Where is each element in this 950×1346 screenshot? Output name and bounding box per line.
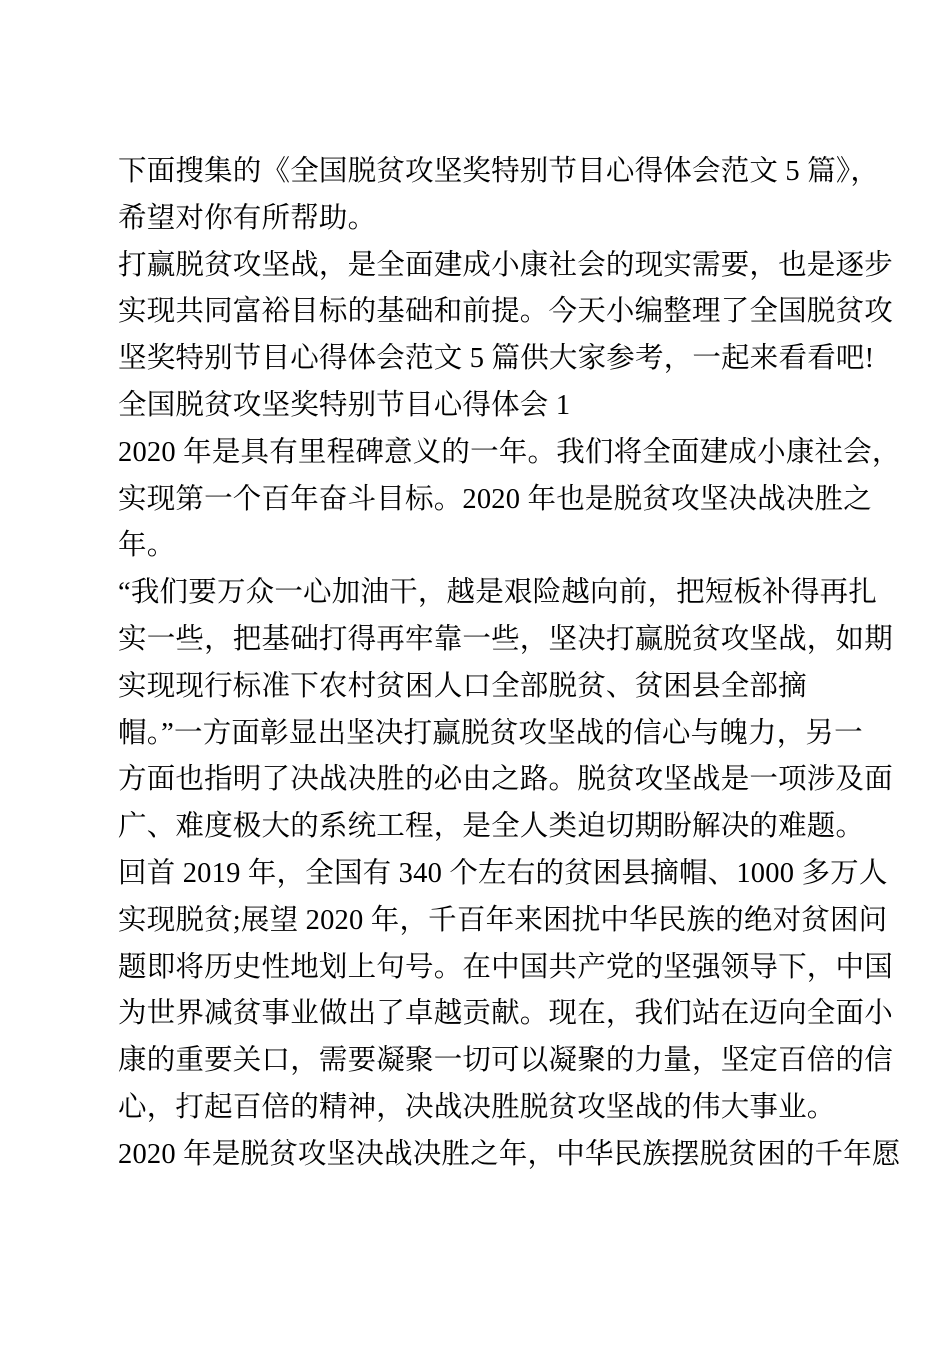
text-line: 心，打起百倍的精神，决战决胜脱贫攻坚战的伟大事业。 [118, 1091, 836, 1123]
paragraph-body-3 [118, 851, 908, 1132]
text-line: 题即将历史性地划上句号。在中国共产党的坚强领导下，中国 [118, 951, 893, 983]
text-line: 帽。”一方面彰显出坚决打赢脱贫攻坚战的信心与魄力，另一 [118, 717, 863, 749]
text-line: 实现共同富裕目标的基础和前提。今天小编整理了全国脱贫攻 [118, 296, 893, 328]
text-line: 年。 [118, 530, 176, 562]
text-line: 希望对你有所帮助。 [118, 202, 377, 234]
paragraph-body-4 [118, 1132, 908, 1179]
paragraph-intro-2 [118, 243, 908, 383]
text-line: 方面也指明了决战决胜的必由之路。脱贫攻坚战是一项涉及面 [118, 764, 893, 796]
paragraph-intro-1 [118, 149, 908, 243]
text-line: 实现第一个百年奋斗目标。2020 年也是脱贫攻坚决战决胜之 [118, 483, 872, 515]
text-line: 回首 2019 年，全国有 340 个左右的贫困县摘帽、1000 多万人 [118, 857, 888, 889]
text-line: 下面搜集的《全国脱贫攻坚奖特别节目心得体会范文 5 篇》， [118, 156, 880, 187]
text-line: 实现脱贫;展望 2020 年，千百年来困扰中华民族的绝对贫困问 [118, 904, 888, 936]
document-text-block [118, 149, 908, 1179]
text-line: 实一些，把基础打得再牢靠一些，坚决打赢脱贫攻坚战，如期 [118, 623, 893, 655]
text-line: 为世界减贫事业做出了卓越贡献。现在，我们站在迈向全面小 [118, 998, 893, 1030]
text-line: 康的重要关口，需要凝聚一切可以凝聚的力量，坚定百倍的信 [118, 1045, 893, 1077]
section-heading [118, 383, 908, 430]
text-line: 实现现行标准下农村贫困人口全部脱贫、贫困县全部摘 [118, 670, 807, 702]
text-line: 2020 年是脱贫攻坚决战决胜之年，中华民族摆脱贫困的千年愿 [118, 1138, 901, 1170]
paragraph-body-1 [118, 430, 908, 570]
paragraph-body-2 [118, 570, 908, 851]
text-line: 2020 年是具有里程碑意义的一年。我们将全面建成小康社会， [118, 436, 901, 468]
heading-line: 全国脱贫攻坚奖特别节目心得体会 1 [118, 389, 571, 421]
text-line: 坚奖特别节目心得体会范文 5 篇供大家参考，一起来看看吧! [118, 343, 875, 375]
text-line: 打赢脱贫攻坚战，是全面建成小康社会的现实需要，也是逐步 [118, 249, 893, 281]
text-line: “我们要万众一心加油干，越是艰险越向前，把短板补得再扎 [118, 577, 878, 609]
text-line: 广、难度极大的系统工程，是全人类迫切期盼解决的难题。 [118, 811, 865, 843]
